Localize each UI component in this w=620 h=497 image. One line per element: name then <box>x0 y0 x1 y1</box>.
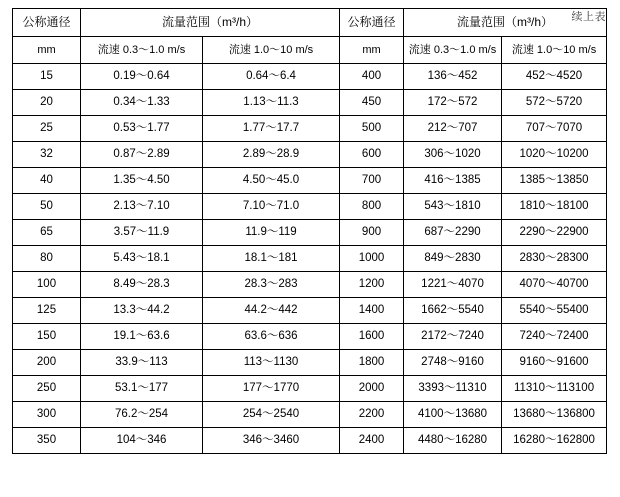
cell-flow-right-2: 707～7070 <box>502 116 607 142</box>
cell-dn-left: 350 <box>13 428 81 454</box>
cell-dn-right: 2000 <box>340 376 404 402</box>
cell-flow-left-2: 1.13～11.3 <box>203 90 340 116</box>
table-body <box>13 9 607 454</box>
table-row <box>13 324 607 350</box>
table-row <box>13 142 607 168</box>
table-row <box>13 64 607 90</box>
subheader-velocity-left-1: 流速 0.3～1.0 m/s <box>81 37 203 64</box>
cell-flow-right-1: 687～2290 <box>404 220 502 246</box>
cell-flow-right-1: 3393～11310 <box>404 376 502 402</box>
cell-flow-left-1: 8.49～28.3 <box>81 272 203 298</box>
cell-dn-right: 450 <box>340 90 404 116</box>
cell-dn-right: 2200 <box>340 402 404 428</box>
table-row <box>13 272 607 298</box>
cell-flow-left-2: 2.89～28.9 <box>203 142 340 168</box>
cell-flow-left-1: 33.9～113 <box>81 350 203 376</box>
table-row <box>13 246 607 272</box>
cell-flow-left-1: 1.35～4.50 <box>81 168 203 194</box>
cell-dn-right: 1600 <box>340 324 404 350</box>
header-flow-range-left: 流量范围（m³/h） <box>81 9 340 37</box>
cell-dn-left: 50 <box>13 194 81 220</box>
table-subheader-row <box>13 37 607 64</box>
cell-flow-right-2: 1020～10200 <box>502 142 607 168</box>
table-header-row <box>13 9 607 37</box>
cell-flow-right-2: 1810～18100 <box>502 194 607 220</box>
cell-flow-left-1: 3.57～11.9 <box>81 220 203 246</box>
document-page <box>0 8 620 497</box>
cell-flow-left-1: 5.43～18.1 <box>81 246 203 272</box>
cell-flow-left-1: 53.1～177 <box>81 376 203 402</box>
cell-flow-left-1: 13.3～44.2 <box>81 298 203 324</box>
cell-flow-right-1: 212～707 <box>404 116 502 142</box>
cell-dn-left: 15 <box>13 64 81 90</box>
cell-flow-right-1: 2748～9160 <box>404 350 502 376</box>
cell-dn-right: 900 <box>340 220 404 246</box>
table-row <box>13 116 607 142</box>
cell-flow-right-2: 452～4520 <box>502 64 607 90</box>
cell-flow-right-1: 2172～7240 <box>404 324 502 350</box>
cell-flow-right-1: 1221～4070 <box>404 272 502 298</box>
subheader-velocity-right-1: 流速 0.3～1.0 m/s <box>404 37 502 64</box>
cell-flow-right-1: 172～572 <box>404 90 502 116</box>
cell-dn-left: 150 <box>13 324 81 350</box>
cell-dn-left: 65 <box>13 220 81 246</box>
header-flow-range-right: 流量范围（m³/h） <box>404 9 607 37</box>
cell-flow-right-2: 572～5720 <box>502 90 607 116</box>
cell-flow-left-1: 76.2～254 <box>81 402 203 428</box>
table-row <box>13 350 607 376</box>
cell-flow-right-2: 4070～40700 <box>502 272 607 298</box>
table-row <box>13 90 607 116</box>
cell-flow-left-1: 19.1～63.6 <box>81 324 203 350</box>
cell-flow-left-2: 11.9～119 <box>203 220 340 246</box>
cell-flow-left-2: 177～1770 <box>203 376 340 402</box>
cell-flow-left-2: 4.50～45.0 <box>203 168 340 194</box>
cell-flow-right-2: 16280～162800 <box>502 428 607 454</box>
header-dn-right: 公称通径 <box>340 9 404 37</box>
cell-dn-right: 2400 <box>340 428 404 454</box>
cell-dn-right: 400 <box>340 64 404 90</box>
cell-flow-left-2: 7.10～71.0 <box>203 194 340 220</box>
cell-flow-right-1: 543～1810 <box>404 194 502 220</box>
cell-flow-left-2: 1.77～17.7 <box>203 116 340 142</box>
table-row <box>13 402 607 428</box>
cell-flow-right-1: 4100～13680 <box>404 402 502 428</box>
cell-flow-left-1: 104～346 <box>81 428 203 454</box>
cell-flow-right-2: 11310～113100 <box>502 376 607 402</box>
cell-dn-right: 800 <box>340 194 404 220</box>
table-row <box>13 298 607 324</box>
cell-flow-right-1: 416～1385 <box>404 168 502 194</box>
cell-flow-left-1: 0.34～1.33 <box>81 90 203 116</box>
table-row <box>13 168 607 194</box>
cell-flow-right-1: 4480～16280 <box>404 428 502 454</box>
cell-dn-left: 250 <box>13 376 81 402</box>
cell-dn-left: 200 <box>13 350 81 376</box>
cell-dn-left: 80 <box>13 246 81 272</box>
cell-flow-right-2: 7240～72400 <box>502 324 607 350</box>
cell-dn-left: 40 <box>13 168 81 194</box>
cell-flow-right-2: 2290～22900 <box>502 220 607 246</box>
cell-flow-right-2: 9160～91600 <box>502 350 607 376</box>
cell-flow-right-1: 1662～5540 <box>404 298 502 324</box>
cell-dn-right: 1400 <box>340 298 404 324</box>
continued-table-note: 续上表 <box>571 11 606 23</box>
cell-flow-left-1: 0.53～1.77 <box>81 116 203 142</box>
table-row <box>13 428 607 454</box>
cell-dn-right: 1000 <box>340 246 404 272</box>
cell-flow-left-2: 63.6～636 <box>203 324 340 350</box>
cell-flow-right-2: 1385～13850 <box>502 168 607 194</box>
cell-flow-left-2: 346～3460 <box>203 428 340 454</box>
cell-flow-left-2: 113～1130 <box>203 350 340 376</box>
cell-dn-right: 1200 <box>340 272 404 298</box>
cell-dn-right: 500 <box>340 116 404 142</box>
cell-flow-left-1: 0.87～2.89 <box>81 142 203 168</box>
cell-dn-left: 100 <box>13 272 81 298</box>
subheader-velocity-right-2: 流速 1.0～10 m/s <box>502 37 607 64</box>
cell-flow-left-1: 0.19～0.64 <box>81 64 203 90</box>
cell-dn-left: 20 <box>13 90 81 116</box>
table-row <box>13 220 607 246</box>
cell-dn-left: 300 <box>13 402 81 428</box>
cell-flow-right-2: 2830～28300 <box>502 246 607 272</box>
cell-flow-right-2: 13680～136800 <box>502 402 607 428</box>
header-dn-left: 公称通径 <box>13 9 81 37</box>
cell-flow-right-1: 306～1020 <box>404 142 502 168</box>
flow-range-table <box>12 8 607 454</box>
cell-flow-left-2: 18.1～181 <box>203 246 340 272</box>
cell-flow-right-1: 849～2830 <box>404 246 502 272</box>
subheader-unit-left: mm <box>13 37 81 64</box>
cell-flow-right-2: 5540～55400 <box>502 298 607 324</box>
cell-dn-right: 600 <box>340 142 404 168</box>
cell-flow-right-1: 136～452 <box>404 64 502 90</box>
cell-flow-left-2: 254～2540 <box>203 402 340 428</box>
subheader-velocity-left-2: 流速 1.0～10 m/s <box>203 37 340 64</box>
cell-flow-left-1: 2.13～7.10 <box>81 194 203 220</box>
cell-flow-left-2: 44.2～442 <box>203 298 340 324</box>
table-row <box>13 376 607 402</box>
cell-dn-left: 125 <box>13 298 81 324</box>
cell-dn-right: 1800 <box>340 350 404 376</box>
cell-flow-left-2: 28.3～283 <box>203 272 340 298</box>
cell-dn-left: 32 <box>13 142 81 168</box>
table-row <box>13 194 607 220</box>
cell-dn-right: 700 <box>340 168 404 194</box>
cell-dn-left: 25 <box>13 116 81 142</box>
subheader-unit-right: mm <box>340 37 404 64</box>
cell-flow-left-2: 0.64～6.4 <box>203 64 340 90</box>
